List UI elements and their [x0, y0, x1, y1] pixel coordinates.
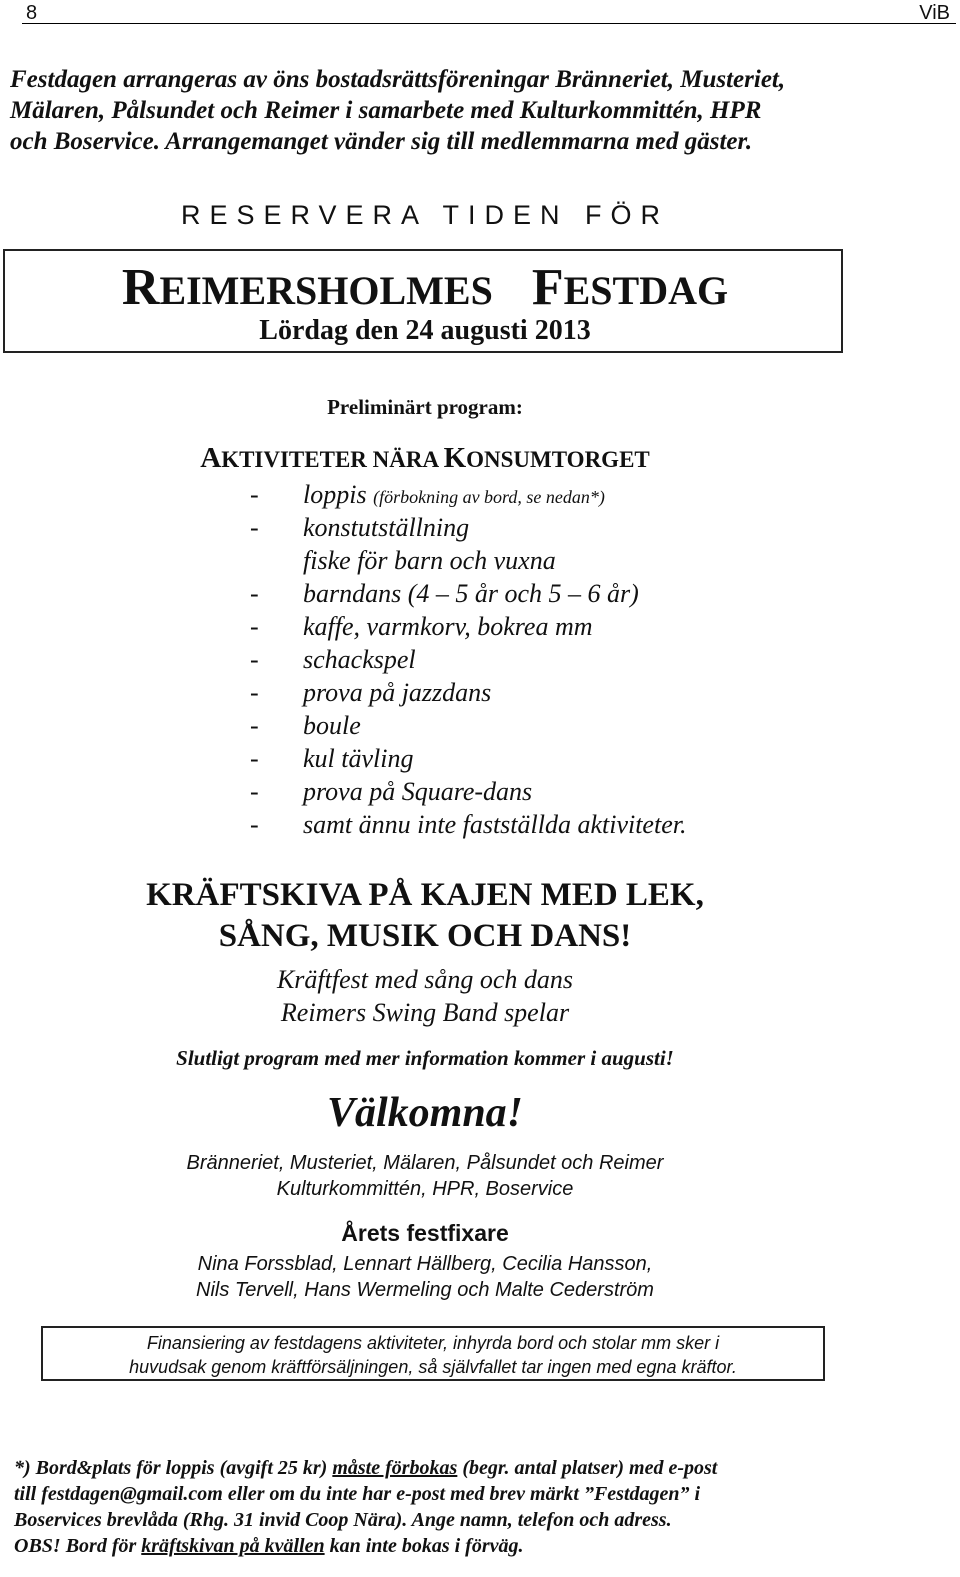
finance-line: Finansiering av festdagens aktiviteter, inhyrda bord och stolar mm sker i [146, 1333, 720, 1353]
activity-text: kaffe, varmkorv, bokrea mm [303, 612, 593, 641]
footnote-text: *) Bord&plats för loppis (avgift 25 kr) [14, 1457, 333, 1479]
activity-text: konstutställning [303, 513, 470, 542]
heading-initial: A [200, 442, 222, 474]
footnote-text: (begr. antal platser) med e-post [457, 1457, 718, 1479]
activity-text: fiske för barn och vuxna [303, 546, 556, 575]
reserve-date-text: RESERVERA TIDEN FÖR [180, 200, 670, 230]
footnote-underlined: måste förbokas [332, 1457, 458, 1479]
heading-initial: K [443, 442, 467, 474]
crayfish-sub-line: Reimers Swing Band spelar [280, 998, 570, 1027]
activity-text: loppis [303, 480, 367, 509]
event-date: Lördag den 24 augusti 2013 [259, 315, 591, 346]
footnote-line [14, 1533, 914, 1559]
fixers-names [0, 1251, 850, 1303]
fixers-line: Nils Tervell, Hans Wermeling och Malte Cederström [196, 1279, 654, 1301]
finance-line: huvudsak genom kräftförsäljningen, så självfallet tar ingen med egna kräftor. [129, 1357, 737, 1377]
activity-dash: - [250, 744, 259, 773]
fixers-line: Nina Forssblad, Lennart Hällberg, Cecilia Hansson, [197, 1253, 653, 1275]
activity-note: (förbokning av bord, se nedan*) [373, 487, 605, 507]
activity-text: prova på Square-dans [303, 777, 533, 806]
crayfish-party-heading [0, 875, 850, 957]
footnote [14, 1455, 914, 1559]
organizers-line: Kulturkommittén, HPR, Boservice [276, 1178, 574, 1200]
footnote-line: till festdagen@gmail.com eller om du inte har e-post med brev märkt ”Festdagen” i [14, 1483, 701, 1505]
activity-dash: - [250, 513, 259, 542]
activity-text: samt ännu inte fastställda aktiviteter. [303, 810, 687, 839]
welcome-heading: Välkomna! [326, 1090, 524, 1136]
heading-rest: KTIVITETER NÄRA [221, 447, 444, 472]
title-initial: F [531, 259, 564, 316]
organizers-line: Bränneriet, Musteriet, Mälaren, Pålsundet och Reimer [186, 1152, 664, 1174]
footnote-text: OBS! Bord för [14, 1535, 142, 1557]
activity-dash: - [250, 612, 259, 641]
activity-text: boule [303, 711, 361, 740]
crayfish-party-subtext [0, 963, 850, 1029]
intro-paragraph [10, 64, 910, 157]
activity-dash: - [250, 645, 259, 674]
activity-dash: - [250, 711, 259, 740]
title-rest: EIMERSHOLMES [159, 268, 493, 313]
footnote-line: Boservices brevlåda (Rhg. 31 invid Coop Nära). Ange namn, telefon och adress. [14, 1509, 672, 1531]
preliminary-program-label: Preliminärt program: [327, 395, 523, 419]
activity-dash: - [250, 810, 259, 839]
page-number: 8 [26, 2, 38, 24]
crayfish-heading-line: KRÄFTSKIVA PÅ KAJEN MED LEK, [146, 877, 704, 913]
activity-text: kul tävling [303, 744, 414, 773]
footnote-underlined: kräftskivan på kvällen [141, 1535, 325, 1557]
heading-rest: ONSUMTORGET [466, 447, 650, 472]
header-rule [22, 23, 956, 24]
crayfish-heading-line: SÅNG, MUSIK OCH DANS! [218, 918, 632, 954]
event-title [0, 258, 850, 317]
footnote-line [14, 1455, 914, 1481]
activity-dash: - [250, 678, 259, 707]
footnote-text: kan inte bokas i förväg. [324, 1535, 524, 1557]
activity-dash: - [250, 777, 259, 806]
intro-line: Festdagen arrangeras av öns bostadsrättsföreningar Bränneriet, Musteriet, [10, 66, 786, 93]
final-program-notice: Slutligt program med mer information kommer i augusti! [176, 1046, 674, 1070]
intro-line: Mälaren, Pålsundet och Reimer i samarbete med Kulturkommittén, HPR [10, 97, 762, 124]
organizers-list [0, 1150, 850, 1202]
activity-text: schackspel [303, 645, 416, 674]
activity-text: barndans (4 – 5 år och 5 – 6 år) [303, 579, 639, 608]
crayfish-sub-line: Kräftfest med sång och dans [276, 965, 574, 994]
title-rest: ESTDAG [563, 268, 729, 313]
fixers-heading: Årets festfixare [341, 1220, 509, 1246]
activity-dash: - [250, 480, 259, 509]
title-initial: R [121, 259, 160, 316]
activities-heading [0, 442, 850, 475]
intro-line: och Boservice. Arrangemanget vänder sig till medlemmarna med gäster. [10, 128, 753, 155]
activity-dash: - [250, 579, 259, 608]
finance-text [41, 1331, 825, 1379]
journal-name: ViB [919, 2, 950, 24]
activity-text: prova på jazzdans [303, 678, 492, 707]
